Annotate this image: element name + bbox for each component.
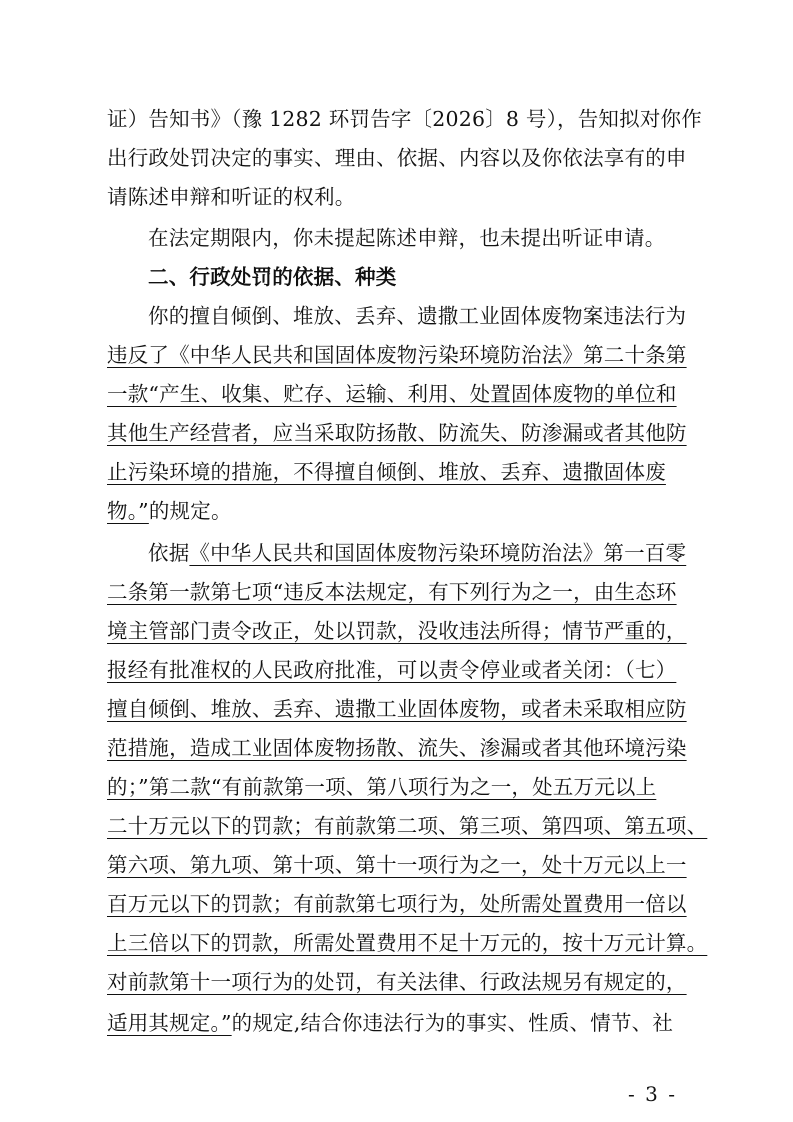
paragraph-line: 请陈述申辩和听证的权利。 — [107, 185, 356, 209]
paragraph-line: 的；”第二款“有前款第一项、第八项行为之一，处五万元以上 — [107, 775, 657, 799]
paragraph-line — [148, 540, 695, 566]
plain-text: 的规定,结合你违法行为的事实、性质、情节、社 — [231, 1011, 674, 1035]
plain-text: 的规定。 — [148, 499, 232, 523]
paragraph-line: 百万元以下的罚款；有前款第七项行为，处所需处置费用一倍以 — [107, 892, 687, 916]
paragraph-line: 境主管部门责令改正，处以罚款，没收违法所得；情节严重的， — [107, 619, 687, 643]
paragraph-line: 擅自倾倒、堆放、丢弃、遗撒工业固体废物，或者未采取相应防 — [107, 697, 687, 721]
paragraph-line: 上三倍以下的罚款，所需处置费用不足十万元的，按十万元计算。 — [107, 931, 708, 955]
paragraph-line: 你的擅自倾倒、堆放、丢弃、遗撒工业固体废物案违法行为 — [148, 304, 687, 328]
paragraph-line: 止污染环境的措施，不得擅自倾倒、堆放、丢弃、遗撒固体废 — [107, 460, 666, 484]
paragraph-line: 对前款第十一项行为的处罚，有关法律、行政法规另有规定的， — [107, 970, 687, 994]
paragraph-line: 报经有批准权的人民政府批准，可以责令停业或者关闭：（七） — [107, 658, 677, 682]
paragraph-line: 出行政处罚决定的事实、理由、依据、内容以及你依法享有的申 — [107, 146, 687, 170]
paragraph-line: 在法定期限内，你未提起陈述申辩，也未提出听证申请。 — [148, 226, 666, 250]
paragraph-line — [107, 1010, 695, 1036]
paragraph-line — [107, 498, 695, 524]
paragraph-line: 一款“产生、收集、贮存、运输、利用、处置固体废物的单位和 — [107, 382, 677, 406]
paragraph-line: 第六项、第九项、第十项、第十一项行为之一，处十万元以上一 — [107, 853, 687, 877]
plain-text: 依据 — [148, 541, 190, 565]
paragraph-line: 二条第一款第七项“违反本法规定，有下列行为之一，由生态环 — [107, 580, 677, 604]
underlined-text: 适用其规定。” — [107, 1011, 232, 1035]
section-heading: 二、行政处罚的依据、种类 — [148, 265, 397, 289]
paragraph-line: 范措施，造成工业固体废物扬散、流失、渗漏或者其他环境污染 — [107, 736, 687, 760]
paragraph-line: 违反了《中华人民共和国固体废物污染环境防治法》第二十条第 — [107, 343, 687, 367]
paragraph-line: 其他生产经营者，应当采取防扬散、防流失、防渗漏或者其他防 — [107, 421, 687, 445]
paragraph-line: 二十万元以下的罚款；有前款第二项、第三项、第四项、第五项、 — [107, 814, 708, 838]
page-number: - 3 - — [628, 1082, 677, 1106]
underlined-text: 《中华人民共和国固体废物污染环境防治法》第一百零 — [189, 541, 687, 565]
paragraph-line: 证）告知书》（豫 1282 环罚告字〔2026〕8 号），告知拟对你作 — [107, 107, 702, 131]
underlined-text: 物。” — [107, 499, 149, 523]
